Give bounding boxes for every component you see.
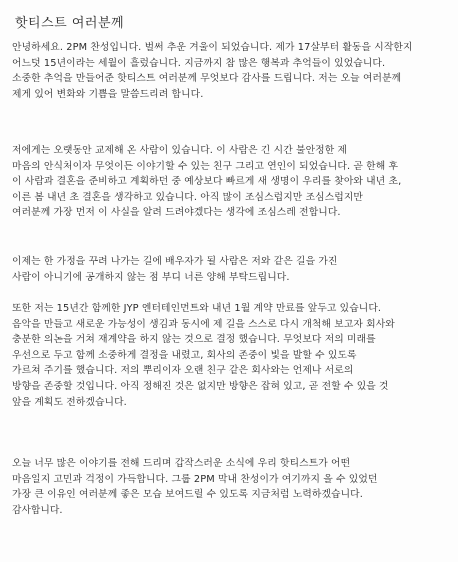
text-line: 충분한 의논을 거쳐 재계약을 하지 않는 것으로 결정 했습니다. 무엇보다 저의 미래를 bbox=[12, 334, 376, 346]
text-line: 앞을 계획도 전하겠습니다. bbox=[12, 396, 127, 408]
text-line: 음악을 만들고 새로운 가능성이 생김과 동시에 제 길을 스스로 다시 개척해 보고자 회사와 bbox=[12, 318, 395, 330]
paragraph-closing bbox=[12, 456, 444, 518]
text-line: 오늘 너무 많은 이야기를 전해 드리며 갑작스러운 소식에 우리 핫티스트가 어떤 bbox=[12, 458, 351, 469]
text-line: 이제는 한 가정을 꾸려 나가는 길에 배우자가 될 사람은 저와 같은 길을 가진 bbox=[12, 256, 338, 267]
paragraph-greeting bbox=[12, 40, 444, 102]
text-line: 가장 큰 이유인 여러분께 좋은 모습 보여드릴 수 있도록 지금처럼 노력하겠습니다. bbox=[12, 489, 363, 501]
text-line: 저에게는 오랫동안 교제해 온 사람이 있습니다. 이 사람은 긴 시간 불안정한 제 bbox=[12, 145, 348, 156]
text-line: 여러분께 가장 먼저 이 사실을 알려 드려야겠다는 생각에 조심스레 전합니다. bbox=[12, 207, 341, 219]
text-line: 마음일지 고민과 걱정이 가득합니다. 그룹 2PM 막내 찬성이가 여기까지 올 수 있었던 bbox=[12, 473, 378, 485]
salutation: 핫티스트 여러분께 bbox=[15, 16, 125, 31]
text-line: 사람이 아니기에 공개하지 않는 점 부디 너른 양해 부탁드립니다. bbox=[12, 271, 290, 283]
paragraph-announcement bbox=[12, 143, 444, 221]
text-line: 이른 봄 내년 초 결혼을 생각하고 있습니다. 아직 많이 조심스럽지만 조심스럽지만 bbox=[12, 191, 363, 203]
text-line: 제게 있어 변화와 기쁨을 말씀드리려 합니다. bbox=[12, 88, 204, 100]
paragraph-contract bbox=[12, 301, 444, 410]
paragraph-privacy bbox=[12, 254, 444, 285]
text-line: 이 사람과 결혼을 준비하고 계획하던 중 예상보다 빠르게 새 생명이 우리를 찾아와 내년 초, bbox=[12, 176, 402, 188]
text-line: 마음의 안식처이자 무엇이든 이야기할 수 있는 친구 그리고 연인이 되었습니다. 곧 한해 후 bbox=[12, 160, 399, 172]
text-line: 어느덧 15년이라는 세월이 흘렀습니다. 지금까지 참 많은 행복과 추억들이 있었습니다. bbox=[12, 57, 386, 69]
text-line: 우선으로 두고 함께 소중하게 결정을 내렸고, 회사의 존중이 빛을 발할 수 있도록 bbox=[12, 349, 357, 361]
text-line: 방향을 존중할 것입니다. 아직 정해진 것은 없지만 방향은 잡혀 있고, 곧 전할 수 있을 것 bbox=[12, 380, 389, 392]
text-line: 안녕하세요. 2PM 찬성입니다. 벌써 추운 겨울이 되었습니다. 제가 17살부터 활동을 시작한지 bbox=[12, 42, 413, 53]
text-line: 소중한 추억을 만들어준 핫티스트 여러분께 무엇보다 감사를 드립니다. 저는 오늘 여러분께 bbox=[12, 73, 402, 85]
text-line: 또한 저는 15년간 함께한 JYP 엔터테인먼트와 내년 1월 계약 만료를 앞두고 있습니다. bbox=[12, 303, 382, 314]
text-line: 가르쳐 주기를 했습니다. 저의 뿌리이자 오랜 친구 같은 회사와는 언제나 서로의 bbox=[12, 365, 354, 377]
closing-thanks: 감사합니다. bbox=[12, 504, 63, 516]
